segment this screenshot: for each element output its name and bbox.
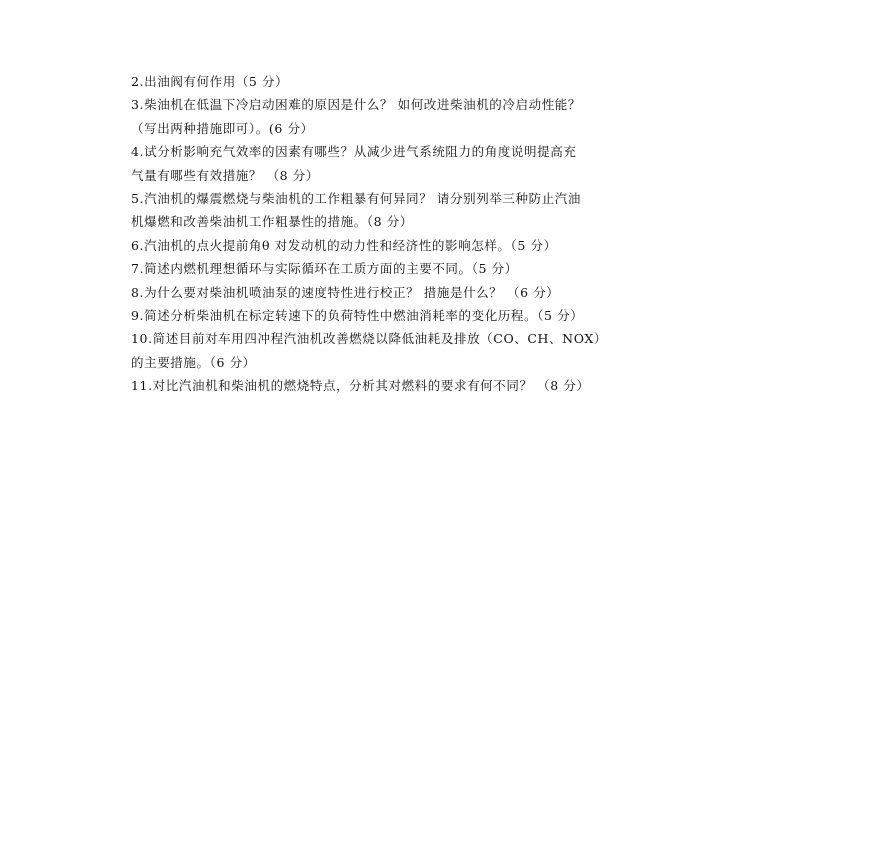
question-6-line: 6.汽油机的点火提前角θ 对发动机的动力性和经济性的影响怎样。（5 分） (131, 237, 557, 253)
question-5-line-2: 机爆燃和改善柴油机工作粗暴性的措施。（8 分） (131, 214, 413, 230)
question-4-line-2: 气量有哪些有效措施？ （8 分） (131, 167, 320, 183)
question-2-line: 2.出油阀有何作用（5 分） (131, 74, 289, 89)
question-3-line-2: （写出两种措施即可）。(6 分） (131, 120, 314, 136)
question-8-line: 8.为什么要对柴油机喷油泵的速度特性进行校正？ 措施是什么？ （6 分） (131, 284, 560, 300)
question-11-line: 11.对比汽油机和柴油机的燃烧特点，分析其对燃料的要求有何不同？ （8 分） (131, 378, 590, 394)
question-5-line-1: 5.汽油机的爆震燃烧与柴油机的工作粗暴有何异同？ 请分别列举三种防止汽油 (131, 190, 582, 206)
question-4-line-1: 4.试分析影响充气效率的因素有哪些？从减少进气系统阻力的角度说明提高充 (131, 144, 577, 160)
question-10-line-2: 的主要措施。（6 分） (131, 354, 256, 370)
question-3-line-1: 3.柴油机在低温下冷启动困难的原因是什么？ 如何改进柴油机的冷启动性能？ (131, 97, 582, 113)
question-10-line-1: 10.简述目前对车用四冲程汽油机改善燃烧以降低油耗及排放（CO、CH、NOX） (131, 331, 607, 347)
question-9-line: 9.简述分析柴油机在标定转速下的负荷特性中燃油消耗率的变化历程。（5 分） (131, 307, 584, 323)
question-7-line: 7.简述内燃机理想循环与实际循环在工质方面的主要不同。（5 分） (131, 261, 518, 277)
question-list (131, 70, 751, 397)
